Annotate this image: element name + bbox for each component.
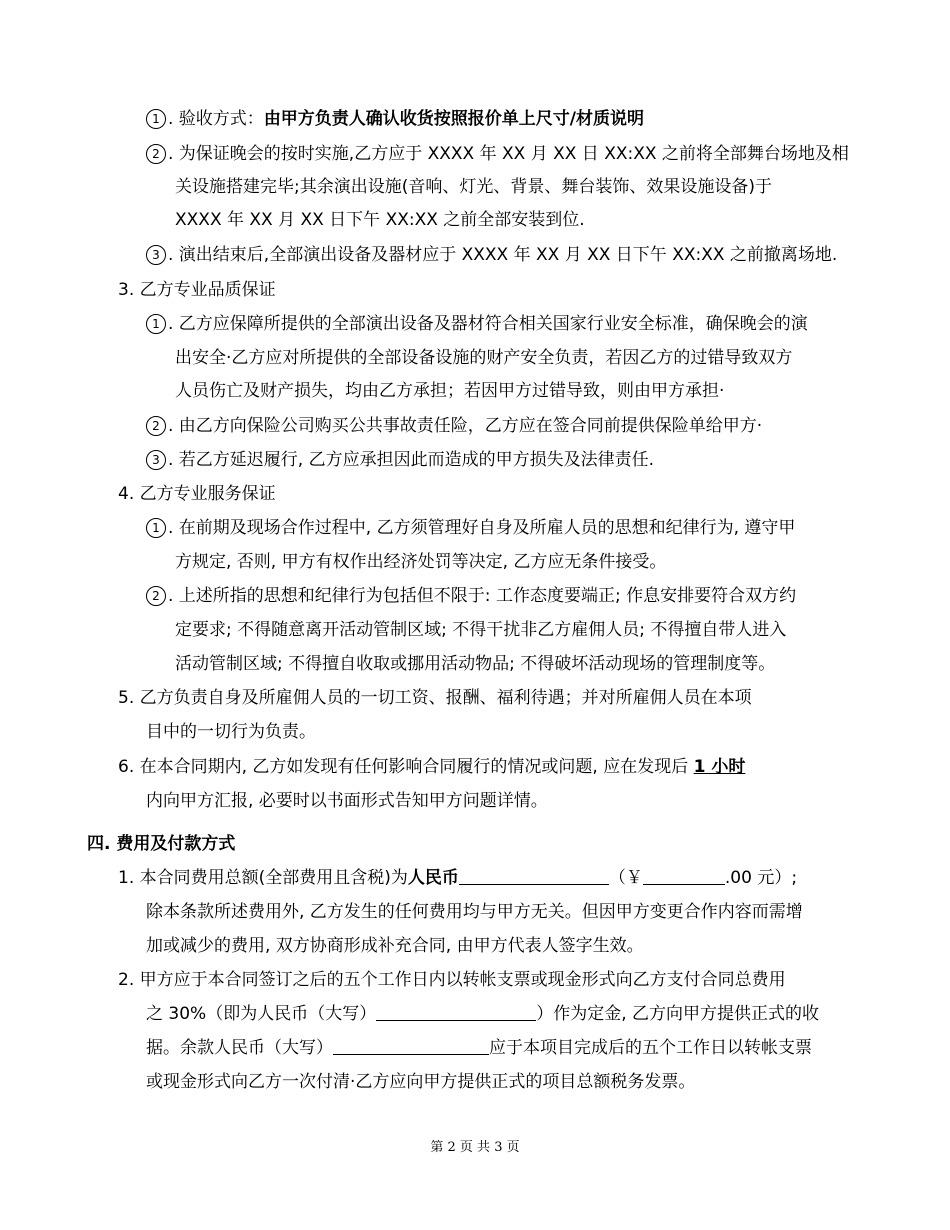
fee-item-2-line-2: 之 30%（即为人民币（大写） ）作为定金, 乙方向甲方提供正式的收 — [146, 1004, 820, 1024]
service-item-2-line-3: 活动管制区域; 不得擅自收取或挪用活动物品; 不得破坏活动现场的管理制度等。 — [175, 654, 776, 674]
fee-item-1: 1. 本合同费用总额(全部费用且含税)为人民币 （￥ .00 元）; — [118, 868, 798, 888]
circled-number: 3 — [146, 450, 166, 470]
fee-item-2: 2. 甲方应于本合同签订之后的五个工作日内以转帐支票或现金形式向乙方支付合同总费用 — [118, 970, 786, 990]
service-heading: 4. 乙方专业服务保证 — [118, 484, 276, 504]
quality-item-1-line-3: 人员伤亡及财产损失，均由乙方承担；若因甲方过错导致，则由甲方承担· — [175, 381, 725, 401]
acceptance-item-2: 2 . 为保证晚会的按时实施,乙方应于 XXXX 年 XX 月 XX 日 XX:XX 之前将全部舞台场地及相 — [146, 143, 849, 165]
circled-number: 2 — [146, 586, 166, 606]
circled-number: 3 — [146, 245, 166, 265]
service-item-2: 2 . 上述所指的思想和纪律行为包括但不限于: 工作态度要端正; 作息安排要符合双方约 — [146, 585, 796, 607]
item-6: 6. 在本合同期内, 乙方如发现有任何影响合同履行的情况或问题, 应在发现后 1 小时 — [118, 757, 746, 777]
deposit-amount-blank[interactable] — [376, 1004, 536, 1021]
quality-item-3: 3 . 若乙方延迟履行, 乙方应承担因此而造成的甲方损失及法律责任. — [146, 449, 654, 471]
acceptance-item-2-line-3: XXXX 年 XX 月 XX 日下午 XX:XX 之前全部安装到位. — [175, 210, 585, 230]
acceptance-item-3: 3 . 演出结束后,全部演出设备及器材应于 XXXX 年 XX 月 XX 日下午 XX:XX 之前撤离场地. — [146, 244, 837, 266]
item-5-line-2: 目中的一切行为负责。 — [146, 722, 316, 742]
amount-number-blank[interactable] — [643, 868, 725, 885]
service-item-1: 1 . 在前期及现场合作过程中, 乙方须管理好自身及所雇人员的思想和纪律行为, 遵守甲 — [146, 517, 795, 539]
circled-number: 1 — [146, 518, 166, 538]
acceptance-item-2-line-2: 关设施搭建完毕;其余演出设施(音响、灯光、背景、舞台装饰、效果设施设备)于 — [175, 177, 772, 197]
service-item-1-line-2: 方规定, 否则, 甲方有权作出经济处罚等决定, 乙方应无条件接受。 — [175, 552, 667, 572]
circled-number: 1 — [146, 314, 166, 334]
balance-amount-blank[interactable] — [333, 1038, 489, 1055]
fee-item-2-line-3: 据。余款人民币（大写） 应于本项目完成后的五个工作日以转帐支票 — [146, 1038, 812, 1058]
quality-heading: 3. 乙方专业品质保证 — [118, 280, 276, 300]
circled-number: 1 — [146, 109, 166, 129]
circled-number: 2 — [146, 144, 166, 164]
quality-item-1: 1 . 乙方应保障所提供的全部演出设备及器材符合相关国家行业安全标准，确保晚会的演 — [146, 313, 808, 335]
deadline-highlight: 1 小时 — [693, 757, 746, 777]
fee-item-1-line-2: 除本条款所述费用外, 乙方发生的任何费用均与甲方无关。但因甲方变更合作内容而需增 — [146, 902, 803, 922]
quality-item-2: 2 . 由乙方向保险公司购买公共事故责任险，乙方应在签合同前提供保险单给甲方· — [146, 415, 762, 437]
acceptance-item-1: 1 . 验收方式：由甲方负责人确认收货按照报价单上尺寸/材质说明 — [146, 108, 644, 130]
circled-number: 2 — [146, 416, 166, 436]
service-item-2-line-2: 定要求; 不得随意离开活动管制区域; 不得干扰非乙方雇佣人员; 不得擅自带人进入 — [175, 620, 787, 640]
quality-item-1-line-2: 出安全·乙方应对所提供的全部设备设施的财产安全负责，若因乙方的过错导致双方 — [175, 348, 793, 368]
section-heading: 四. 费用及付款方式 — [87, 834, 236, 854]
item-6-line-2: 内向甲方汇报, 必要时以书面形式告知甲方问题详情。 — [146, 791, 548, 811]
item-5: 5. 乙方负责自身及所雇佣人员的一切工资、报酬、福利待遇；并对所雇佣人员在本项 — [118, 688, 752, 708]
fee-item-1-line-3: 加或减少的费用, 双方协商形成补充合同, 由甲方代表人签字生效。 — [146, 936, 644, 956]
amount-blank[interactable] — [459, 868, 609, 885]
acceptance-method-text: 由甲方负责人确认收货按照报价单上尺寸/材质说明 — [263, 109, 645, 129]
fee-item-2-line-4: 或现金形式向乙方一次付清·乙方应向甲方提供正式的项目总额税务发票。 — [146, 1072, 696, 1092]
page-number: 第 2 页 共 3 页 — [430, 1140, 520, 1155]
